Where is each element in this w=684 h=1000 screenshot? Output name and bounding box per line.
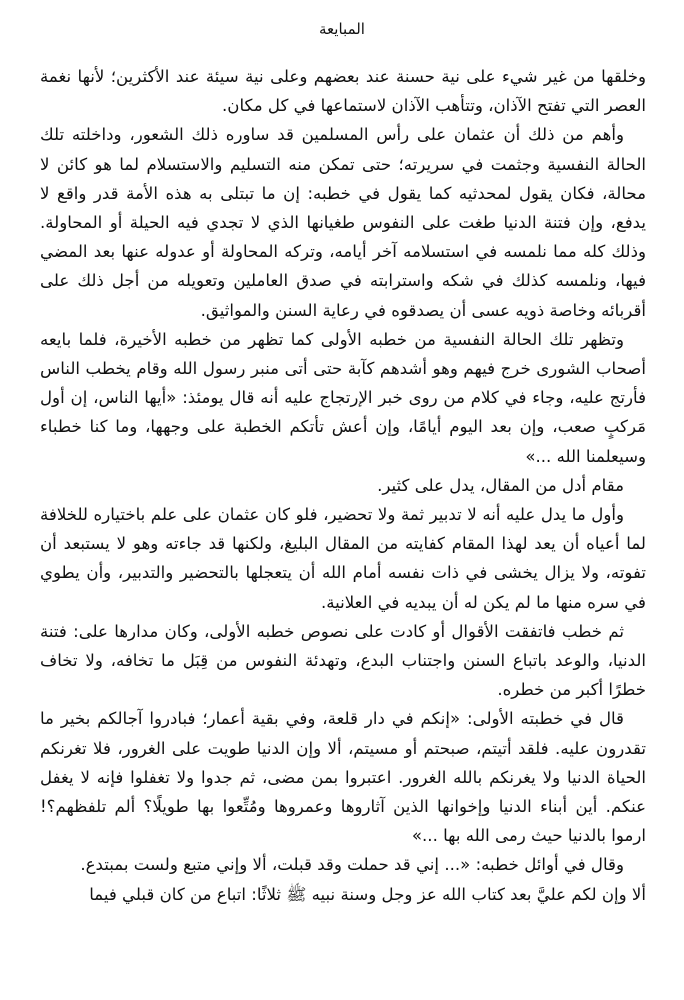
- paragraph: وأهم من ذلك أن عثمان على رأس المسلمين قد ساوره ذلك الشعور، وداخلته تلك الحالة النفسية وجثمت في سريرته؛ حتى تمكن منه التسليم والاستسلام لما هو كائن لا محالة، فكان يقول لمحدثيه كما يقول في خطبه: إن ما تبتلى به هذه الأمة قدر واقع لا يدفع، وإن فتنة الدنيا طغت على النفوس طغيانها الذي لا تجدي فيه الحيلة أو المحاولة. وذلك كله مما نلمسه في استسلامه آخر أيامه، وتركه المحاولة أو عدوله عنها بعد المضي فيها، ونلمسه كذلك في شكه واسترابته في صدق العاملين وتعويله من أجل ذلك على أقربائه وخاصة ذويه عسى أن يصدقوه في رعاية السنن والمواثيق.: [40, 125, 646, 320]
- paragraph: وتظهر تلك الحالة النفسية من خطبه الأولى كما تظهر من خطبه الأخيرة، فلما بايعه أصحاب الشورى خرج فيهم وهو أشدهم كآبة حتى أتى منبر رسول الله وقام يخطب الناس فأرتج عليه، وجاء في كلام من روى خبر الإرتجاج عليه أنه قال يومئذ: «أيها الناس، إن أول مَركبٍ صعب، وإن بعد اليوم أيامًا، وإن أعش تأتكم الخطبة على وجهها، وما كنا خطباء وسيعلمنا الله ...»: [40, 329, 646, 466]
- paragraph: ثم خطب فاتفقت الأقوال أو كادت على نصوص خطبه الأولى، وكان مدارها على: فتنة الدنيا، والوعد باتباع السنن واجتناب البدع، وتهدئة النفوس من قِبَل ما تخافه، ولا تخاف خطرًا أكبر من خطره.: [40, 621, 646, 700]
- body-text: [40, 62, 646, 909]
- paragraph: وأول ما يدل عليه أنه لا تدبير ثمة ولا تحضير، فلو كان عثمان على علم باختياره للخلافة لما أعياه أن يعد لهذا المقام كفايته من المقال البليغ، ولكنها قد جاءته وهو لا يستبعد أن تفوته، ولا يزال يخشى في ذات نفسه أمام الله أن يتعجلها بالتحضير والتدبير، وأن يطوي في سره منها ما لم يكن له أن يبديه في العلانية.: [40, 505, 646, 612]
- paragraph: ألا وإن لكم عليَّ بعد كتاب الله عز وجل وسنة نبيه ﷺ ثلاثًا: اتباع من كان قبلي فيما: [89, 884, 646, 904]
- paragraph: قال في خطبته الأولى: «إنكم في دار قلعة، وفي بقية أعمار؛ فبادروا آجالكم بخير ما تقدرون عليه. فلقد أتيتم، صبحتم أو مسيتم، ألا وإن الدنيا طويت على الغرور، فلا تغرنكم الحياة الدنيا ولا يغرنكم بالله الغرور. اعتبروا بمن مضى، ثم جدوا ولا تغفلوا فإنه لا يغفل عنكم. أين أبناء الدنيا وإخوانها الذين آثاروها وعمروها ومُتِّعوا بها طويلًا؟ ألم تلفظهم؟! ارموا بالدنيا حيث رمى الله بها ...»: [40, 709, 646, 846]
- paragraph: وخلقها من غير شيء على نية حسنة عند بعضهم وعلى نية سيئة عند الأكثرين؛ لأنها نغمة العصر التي تفتح الآذان، وتتأهب الآذان لاستماعها في كل مكان.: [40, 67, 646, 116]
- paragraph: مقام أدل من المقال، يدل على كثير.: [377, 475, 624, 495]
- paragraph: وقال في أوائل خطبه: «... إني قد حملت وقد قبلت، ألا وإني متبع ولست بمبتدع.: [80, 855, 624, 875]
- running-head-title: المبايعة: [319, 20, 365, 38]
